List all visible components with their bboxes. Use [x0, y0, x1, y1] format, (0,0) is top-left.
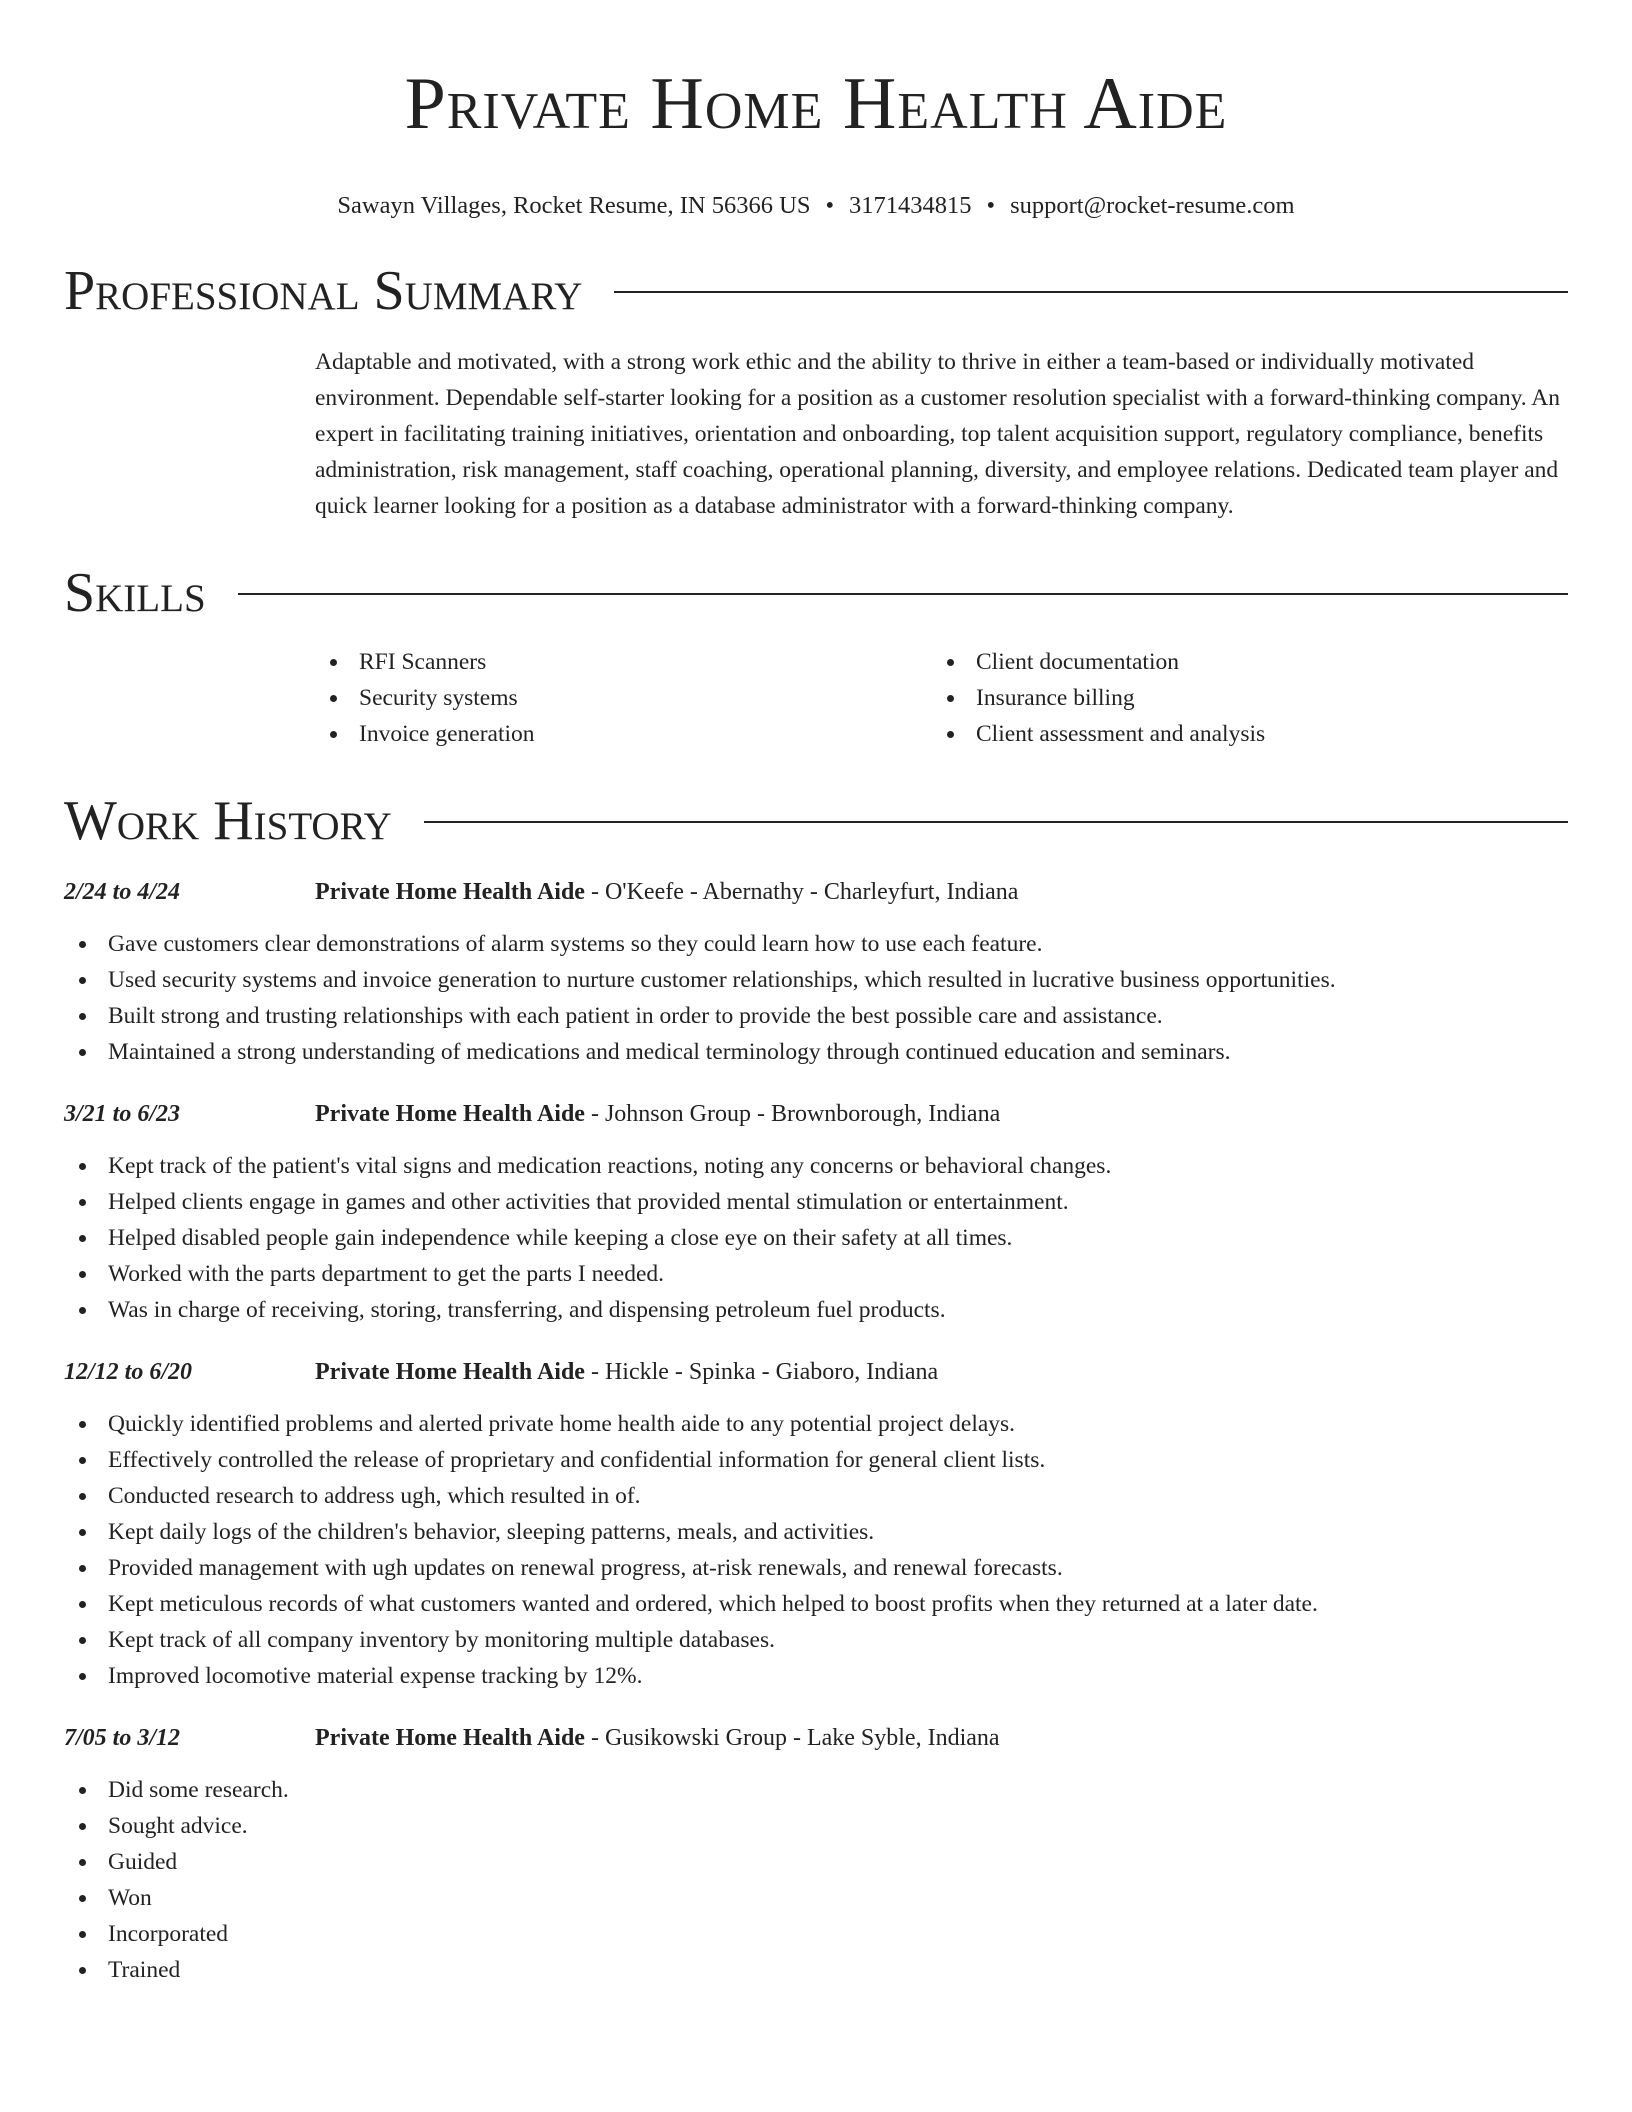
job-bullet: Won — [64, 1880, 1568, 1916]
contact-separator: • — [986, 192, 996, 219]
job-employer: - O'Keefe - Abernathy - Charleyfurt, Indiana — [584, 879, 1019, 905]
summary-heading: Professional Summary — [64, 260, 583, 322]
job-header — [64, 1720, 1568, 1756]
work-history — [64, 874, 1568, 1988]
skills-list-left — [315, 644, 932, 752]
job-bullet: Conducted research to address ugh, which resulted in of. — [64, 1478, 1568, 1514]
section-divider — [424, 821, 1568, 823]
skills-section-heading — [64, 562, 1568, 624]
section-divider — [614, 291, 1568, 293]
job-bullet: Provided management with ugh updates on renewal progress, at-risk renewals, and renewal forecasts. — [64, 1550, 1568, 1586]
job-title-line — [315, 1096, 1000, 1132]
job-entry — [64, 1720, 1568, 1988]
job-bullets — [64, 1148, 1568, 1328]
job-dates: 7/05 to 3/12 — [64, 1725, 181, 1751]
job-employer: - Hickle - Spinka - Giaboro, Indiana — [584, 1359, 939, 1385]
job-bullet: Worked with the parts department to get the parts I needed. — [64, 1256, 1568, 1292]
job-bullet: Kept daily logs of the children's behavior, sleeping patterns, meals, and activities. — [64, 1514, 1568, 1550]
skills-heading: Skills — [64, 562, 206, 624]
summary-section-heading — [64, 260, 1568, 322]
job-bullet: Was in charge of receiving, storing, transferring, and dispensing petroleum fuel products. — [64, 1292, 1568, 1328]
job-dates: 12/12 to 6/20 — [64, 1359, 193, 1385]
job-employer: - Johnson Group - Brownborough, Indiana — [584, 1101, 1001, 1127]
job-bullets — [64, 1772, 1568, 1988]
skill-item: Client documentation — [932, 644, 1549, 680]
job-entry — [64, 1096, 1568, 1328]
contact-address: Sawayn Villages, Rocket Resume, IN 56366 US — [337, 192, 811, 219]
section-divider — [238, 593, 1568, 595]
job-bullet: Quickly identified problems and alerted private home health aide to any potential project delays. — [64, 1406, 1568, 1442]
skill-item: Insurance billing — [932, 680, 1549, 716]
job-bullet: Did some research. — [64, 1772, 1568, 1808]
job-entry — [64, 874, 1568, 1070]
job-title-line — [315, 1354, 938, 1390]
job-title-line — [315, 1720, 1000, 1756]
skill-item: Invoice generation — [315, 716, 932, 752]
job-bullet: Used security systems and invoice generation to nurture customer relationships, which resulted in lucrative business opportunities. — [64, 962, 1568, 998]
contact-line — [64, 190, 1568, 222]
job-bullet: Built strong and trusting relationships with each patient in order to provide the best possible care and assistance. — [64, 998, 1568, 1034]
skill-item: RFI Scanners — [315, 644, 932, 680]
job-bullets — [64, 1406, 1568, 1694]
job-bullet: Incorporated — [64, 1916, 1568, 1952]
job-bullet: Helped disabled people gain independence while keeping a close eye on their safety at all times. — [64, 1220, 1568, 1256]
job-dates: 3/21 to 6/23 — [64, 1101, 181, 1127]
work-heading: Work History — [64, 790, 392, 852]
contact-separator: • — [825, 192, 835, 219]
skills-columns — [315, 644, 1568, 752]
job-bullet: Maintained a strong understanding of medications and medical terminology through continued education and seminars. — [64, 1034, 1568, 1070]
job-title: Private Home Health Aide — [315, 1359, 585, 1385]
job-title: Private Home Health Aide — [315, 1101, 585, 1127]
job-entry — [64, 1354, 1568, 1694]
contact-email: support@rocket-resume.com — [1010, 192, 1295, 219]
job-bullet: Trained — [64, 1952, 1568, 1988]
job-dates: 2/24 to 4/24 — [64, 879, 181, 905]
job-title-line — [315, 874, 1018, 910]
job-header — [64, 1354, 1568, 1390]
job-bullet: Kept track of all company inventory by monitoring multiple databases. — [64, 1622, 1568, 1658]
job-bullet: Improved locomotive material expense tracking by 12%. — [64, 1658, 1568, 1694]
job-bullet: Effectively controlled the release of proprietary and confidential information for general client lists. — [64, 1442, 1568, 1478]
contact-phone: 3171434815 — [849, 192, 972, 219]
job-bullets — [64, 926, 1568, 1070]
job-bullet: Helped clients engage in games and other activities that provided mental stimulation or entertainment. — [64, 1184, 1568, 1220]
skills-list-right — [932, 644, 1549, 752]
summary-text: Adaptable and motivated, with a strong work ethic and the ability to thrive in either a team-based or individually motivated environment. Dependable self-starter looking for a position as a customer resolution specialist with a forward-thinking company. An expert in facilitating training initiatives, orientation and onboarding, top talent acquisition support, regulatory compliance, benefits administration, risk management, staff coaching, operational planning, diversity, and employee relations. Dedicated team player and quick learner looking for a position as a database administrator with a forward-thinking company. — [315, 349, 1560, 519]
job-bullet: Gave customers clear demonstrations of alarm systems so they could learn how to use each feature. — [64, 926, 1568, 962]
skill-item: Security systems — [315, 680, 932, 716]
job-title: Private Home Health Aide — [315, 1725, 585, 1751]
candidate-name: Private Home Health Aide — [404, 63, 1228, 145]
job-bullet: Kept track of the patient's vital signs and medication reactions, noting any concerns or behavioral changes. — [64, 1148, 1568, 1184]
job-header — [64, 1096, 1568, 1132]
job-header — [64, 874, 1568, 910]
skill-item: Client assessment and analysis — [932, 716, 1549, 752]
job-bullet: Kept meticulous records of what customers wanted and ordered, which helped to boost profits when they returned at a later date. — [64, 1586, 1568, 1622]
job-title: Private Home Health Aide — [315, 879, 585, 905]
job-employer: - Gusikowski Group - Lake Syble, Indiana — [584, 1725, 1000, 1751]
job-bullet: Guided — [64, 1844, 1568, 1880]
work-section-heading — [64, 790, 1568, 852]
job-bullet: Sought advice. — [64, 1808, 1568, 1844]
